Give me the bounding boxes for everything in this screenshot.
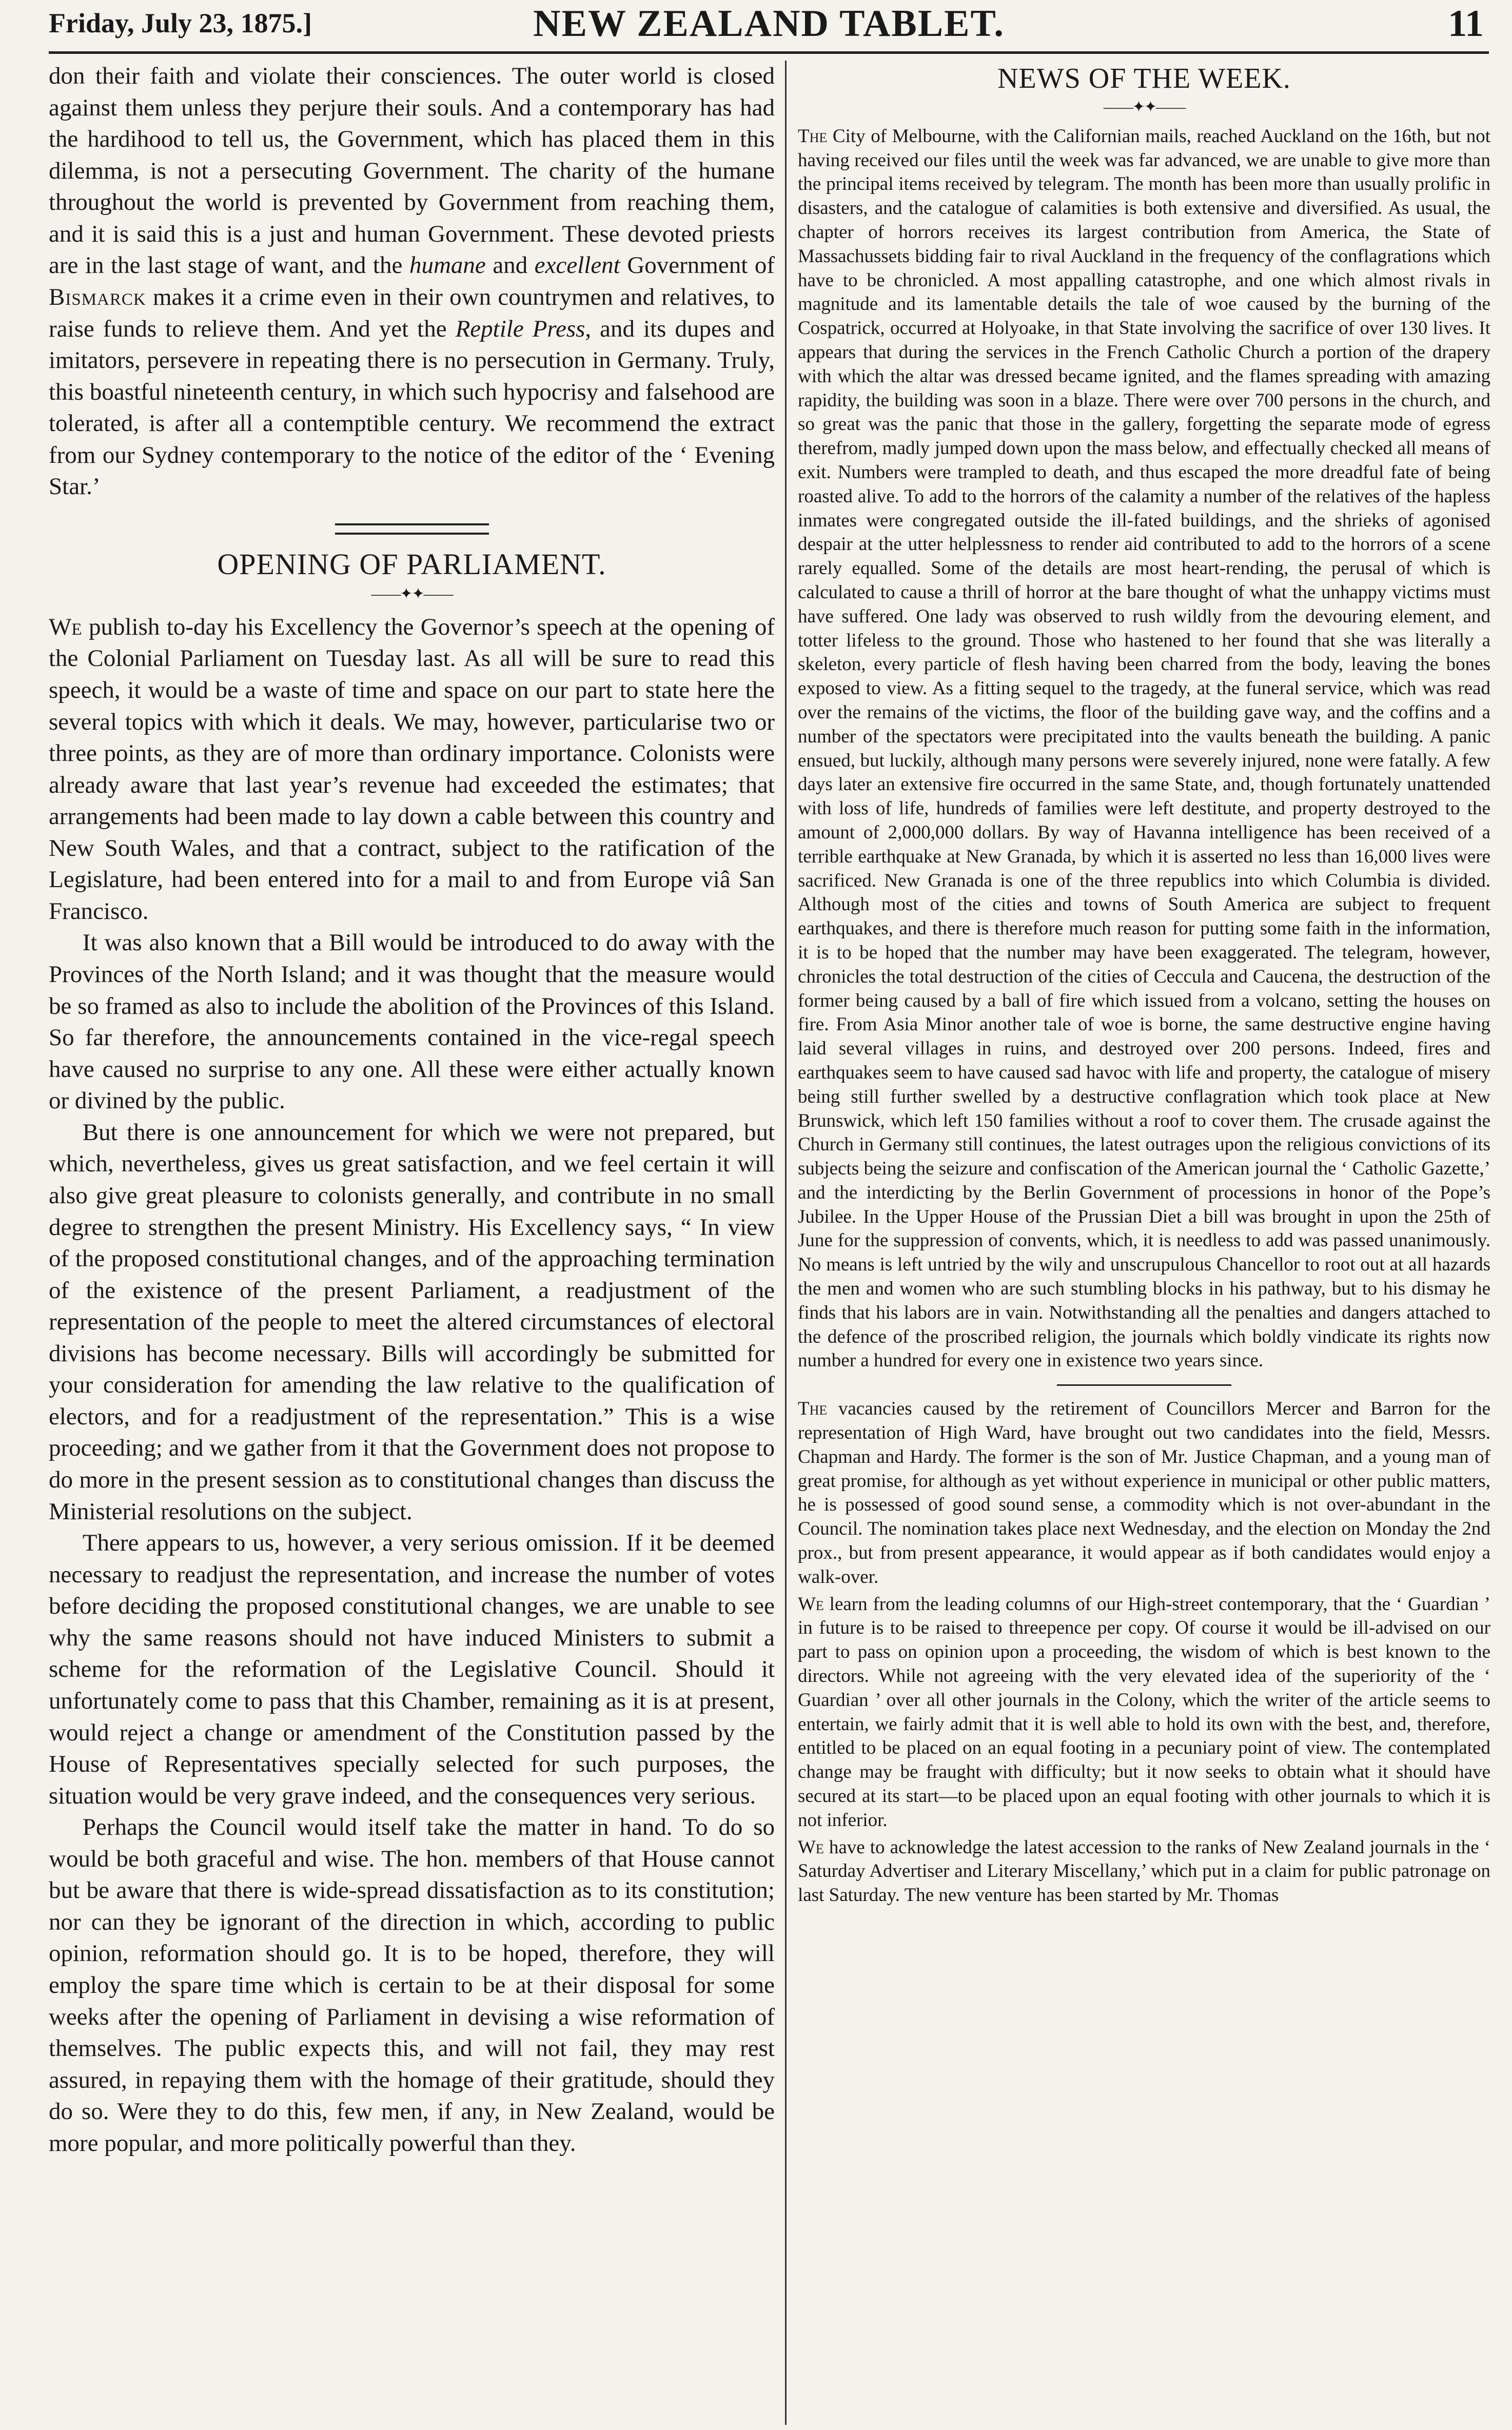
newspaper-title: NEW ZEALAND TABLET.	[533, 3, 1005, 45]
news-item: The City of Melbourne, with the Californian mails, reached Auckland on the 16th, but not having received our files until the week was far advanced, we are unable to give more than the principal items received by telegram. The month has been more than usually prolific in disasters, and the catalogue of calamities is both extensive and diversified. As usual, the chapter of horrors receives its largest contribution from America, the State of Massachussets bidding fair to rival Auckland in the frequency of the conflagrations which have to be chronicled. A most appalling catastrophe, and one which almost rivals in magnitude and its lamentable details the tale of woe caused by the burning of the Cospatrick, occurred at Holyoake, in that State involving the sacrifice of over 130 lives. It appears that during the services in the French Catholic Church a portion of the drapery with which the altar was dressed became ignited, and the flames spreading with amazing rapidity, the building was soon in a blaze. There were over 700 persons in the church, and so great was the panic that those in the gallery, forgetting the separate mode of egress therefrom, madly jumped down upon the mass below, and effectually checked all means of exit. Numbers were trampled to death, and thus escaped the more dreadful fate of being roasted alive. To add to the horrors of the calamity a number of the relatives of the hapless inmates were congregated outside the ill-fated buildings, and the shrieks of agonised despair at the utter helplessness to render aid contributed to add to the horrors of a scene rarely equalled. Some of the details are most heart-rending, the perusal of which is calculated to cause a thrill of horror at the bare thought of what the unhappy victims must have suffered. One lady was observed to rush wildly from the devouring element, and totter lifeless to the ground. Those who hastened to her found that she was literally a skeleton, every particle of flesh having been charred from the body, leaving the bones exposed to view. As a fitting sequel to the tragedy, at the funeral service, which was read over the remains of the victims, the floor of the building gave way, and the coffins and a number of the spectators were precipitated into the vaults beneath the building. A panic ensued, but luckily, although many persons were severely injured, none were fatally. A few days later an extensive fire occurred in the same State, and, though fortunately unattended with loss of life, hundreds of families were left destitute, and property destroyed to the amount of 2,000,000 dollars. By way of Havanna intelligence has been received of a terrible earthquake at New Granada, by which it is asserted no less than 16,000 lives were sacrificed. New Granada is one of the three republics into which Columbia is divided. Although most of the cities and towns of South America are subject to frequent earthquakes, and there is therefore much reason for putting some faith in the information, it is to be hoped that the number may have been exaggerated. The telegram, however, chronicles the total destruction of the cities of Ceccula and Caucena, the destruction of the former being caused by a ball of fire which issued from a volcano, setting the houses on fire. From Asia Minor another tale of woe is borne, the same destructive engine having laid several villages in ruins, and destroyed over 200 persons. Indeed, fires and earthquakes seem to have caused sad havoc with life and property, the catalogue of misery being still further swelled by a destructive conflagration which took place at New Brunswick, which left 150 families without a roof to cover them. The crusade against the Church in Germany still continues, the latest outrages upon the religious convictions of its subjects being the seizure and confiscation of the American journal the ‘ Catholic Gazette,’ and the interdicting by the Berlin Government of processions in honor of the Pope’s Jubilee. In the Upper House of the Prussian Diet a bill was brought in upon the 25th of June for the suppression of convents, which, it is needless to add was passed unanimously. No means is left untried by the wily and unscrupulous Chancellor to root out at all hazards the men and women who are such stumbling blocks in his pathway, but to his dismay he finds that his labors are in vain. Notwithstanding all the penalties and dangers attached to the defence of the proscribed religion, the journals which boldly vindicate its rights now number a hundred for every one in existence two years since.	[798, 125, 1490, 1371]
section-divider	[335, 523, 489, 535]
column-rule	[785, 61, 787, 2425]
reptile-press: Reptile Press	[455, 315, 585, 342]
left-column	[49, 61, 775, 2425]
news-item: We learn from the leading columns of our High-street contemporary, that the ‘ Guardian ’ in future is to be raised to threepence per copy. Of course it would be ill-advised on our part to pass on opinion upon a proceeding, the wisdom of which is best known to the directors. While not agreeing with the very elevated idea of the superiority of the ‘ Guardian ’ over all other journals in the Colony, which the writer of the article seems to entertain, we fairly admit that it is well able to hold its own with the best, and, therefore, entitled to be placed on an equal footing in a pecuniary point of view. The contemplated change may be fraught with difficulty; but it now seeks to obtain what it should have secured at its start—to be placed upon an equal footing with other journals to which it is not inferior.	[798, 1593, 1490, 1831]
article-paragraph: Perhaps the Council would itself take the matter in hand. To do so would be both graceful and wise. The hon. members of that House cannot but be aware that there is wide-spread dissatisfaction as to its constitution; nor can they be ignorant of the direction in which, according to public opinion, reformation should go. It is to be hoped, therefore, they will employ the spare time which is certain to be at their disposal for some weeks after the opening of Parliament in devising a wise reformation of themselves. The public expects this, and will not fail, they may rest assured, in repaying them with the homage of their gratitude, should they do so. Were they to do this, few men, if any, in New Zealand, would be more popular, and more politically powerful than they.	[49, 1814, 775, 2157]
editorial-continuation: don their faith and violate their consciences. The outer world is closed against them unless they perjure their souls. And a contemporary has had the hardihood to tell us, the Government, which has placed them in this dilemma, is not a persecuting Government. The charity of the humane throughout the world is prevented by Government from reaching them, and it is said this is a just and human Government. These devoted priests are in the last stage of want, and the humane and excellent Government of Bismarck makes it a crime even in their own countrymen and relatives, to raise funds to relieve them. And yet the Reptile Press, and its dupes and imitators, persevere in repeating there is no persecution in Germany. Truly, this boastful nineteenth century, in which such hypocrisy and falsehood are tolerated, is after all a contemptible century. We recommend the extract from our Sydney contemporary to the notice of the editor of the ‘ Evening Star.’	[49, 63, 775, 500]
article-paragraph: We publish to-day his Excellency the Governor’s speech at the opening of the Colonial Parliament on Tuesday last. As all will be sure to read this speech, it would be a waste of time and space on our part to state here the several topics with which it deals. We may, however, particularise two or three points, as they are of more than ordinary importance. Colonists were already aware that last year’s revenue had exceeded the estimates; that arrangements had been made to lay down a cable between this country and New South Wales, and that a contract, subject to the ratification of the Legislature, had been entered into for a mail to and from Europe viâ San Francisco.	[49, 613, 775, 925]
news-item: We have to acknowledge the latest accession to the ranks of New Zealand journals in the ‘ Saturday Advertiser and Literary Miscellany,’ which put in a claim for public patronage on last Saturday. The new venture has been started by Mr. Thomas	[798, 1836, 1490, 1906]
item-divider	[1057, 1384, 1231, 1386]
article-paragraph: It was also known that a Bill would be introduced to do away with the Provinces of the North Island; and it was thought that the measure would be so framed as also to include the abolition of the Provinces of this Island. So far therefore, the announcements contained in the vice-regal speech have caused no surprise to any one. All these were either actually known or divined by the public.	[49, 929, 775, 1114]
article-paragraph: But there is one announcement for which we were not prepared, but which, nevertheless, gives us great satisfaction, and we feel certain it will also give great pleasure to colonists generally, and contribute in no small degree to strengthen the present Ministry. His Excellency says, “ In view of the proposed constitutional changes, and of the approaching termination of the existence of the present Parliament, a readjustment of the representation of the people to meet the altered circumstances of electoral divisions has become necessary. Bills will accordingly be submitted for your consideration for amending the law relative to the qualification of electors, and for a readjustment of the representation.” This is a wise proceeding; and we gather from it that the Government does not propose to do more in the present session as to constitutional changes than discuss the Ministerial resolutions on the subject.	[49, 1119, 775, 1525]
article-paragraph: There appears to us, however, a very serious omission. If it be deemed necessary to readjust the representation, and increase the number of votes before deciding the proposed constitutional changes, we are unable to see why the same reasons should not have induced Ministers to submit a scheme for the reformation of the Legislative Council. Should it unfortunately come to pass that this Chamber, remaining as it is at present, would reject a change or amendment of the Constitution passed by the House of Representatives specially selected for such purposes, the situation would be very grave indeed, and the consequences very serious.	[49, 1530, 775, 1809]
heading-ornament: ——✦✦——	[371, 585, 453, 602]
news-item: The vacancies caused by the retirement of Councillors Mercer and Barron for the representation of High Ward, have brought out two candidates into the field, Messrs. Chapman and Hardy. The former is the son of Mr. Justice Chapman, and a young man of great promise, for although as yet without experience in municipal or other public matters, he is possessed of good sound sense, a commodity which is not over-abundant in the Council. The nomination takes place next Wednesday, and the election on Monday the 2nd prox., but from present appearance, it would appear as if both candidates would enjoy a walk-over.	[798, 1398, 1490, 1588]
right-column	[798, 61, 1490, 2425]
opening-of-parliament-heading: OPENING OF PARLIAMENT.	[217, 547, 606, 581]
heading-ornament: ——✦✦——	[1103, 98, 1185, 115]
issue-date: Friday, July 23, 1875.]	[49, 8, 312, 38]
news-of-the-week-heading: NEWS OF THE WEEK.	[997, 63, 1291, 94]
bismarck-name: Bismarck	[49, 283, 146, 310]
masthead	[49, 0, 1489, 54]
page-number: 11	[1448, 3, 1484, 45]
